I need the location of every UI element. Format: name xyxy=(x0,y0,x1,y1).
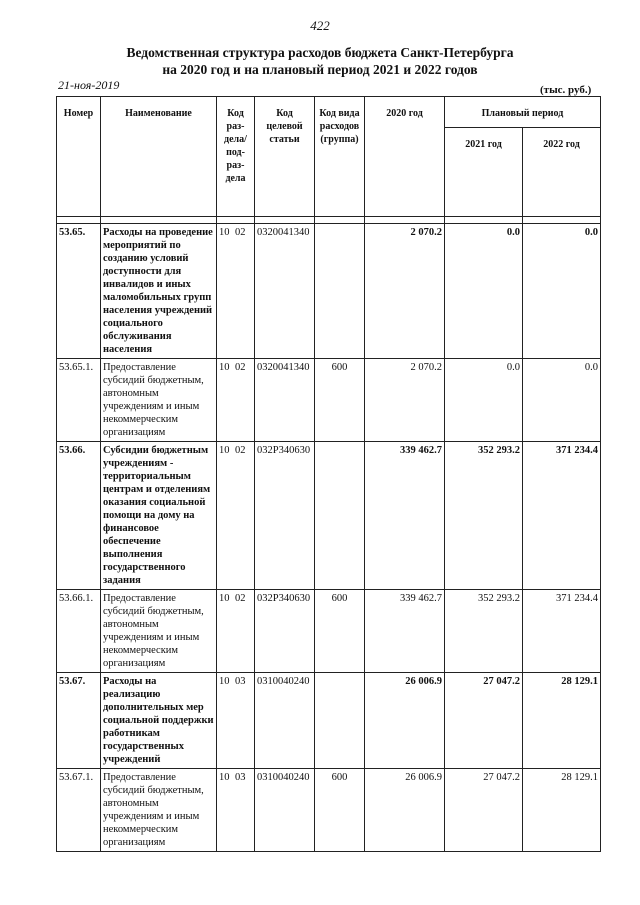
row-prz: 02 xyxy=(235,227,246,238)
row-name: Предоставление субсидий бюджетным, автономным учреждениям и иным некоммерческим организациям xyxy=(101,590,217,673)
row-2022: 371 234.4 xyxy=(523,442,601,590)
row-2020: 2 070.2 xyxy=(365,224,445,359)
row-csr: 032P340630 xyxy=(255,590,315,673)
table-row xyxy=(57,224,601,359)
row-csr: 0320041340 xyxy=(255,359,315,442)
row-number: 53.65. xyxy=(57,224,101,359)
row-vid: 600 xyxy=(315,359,365,442)
row-2021: 0.0 xyxy=(445,359,523,442)
row-rz: 10 xyxy=(219,593,230,604)
row-prz: 03 xyxy=(235,676,246,687)
row-razdel xyxy=(217,224,255,359)
row-2021: 0.0 xyxy=(445,224,523,359)
row-2022: 371 234.4 xyxy=(523,590,601,673)
row-prz: 02 xyxy=(235,445,246,456)
row-rz: 10 xyxy=(219,772,230,783)
row-prz: 03 xyxy=(235,772,246,783)
row-2020: 339 462.7 xyxy=(365,442,445,590)
row-csr: 032P340630 xyxy=(255,442,315,590)
row-csr: 0320041340 xyxy=(255,224,315,359)
header-csr: Код целевой статьи xyxy=(255,97,315,217)
header-2022: 2022 год xyxy=(523,128,601,217)
table-row xyxy=(57,673,601,769)
row-name: Расходы на проведение мероприятий по созданию условий доступности для инвалидов и иных маломобильных групп населения учреждений социального обслуживания населения xyxy=(101,224,217,359)
table-row xyxy=(57,359,601,442)
row-name: Расходы на реализацию дополнительных мер социальной поддержки работникам государственных учреждений xyxy=(101,673,217,769)
row-2020: 2 070.2 xyxy=(365,359,445,442)
row-name: Предоставление субсидий бюджетным, автономным учреждениям и иным некоммерческим организациям xyxy=(101,769,217,852)
row-vid xyxy=(315,224,365,359)
header-2021: 2021 год xyxy=(445,128,523,217)
table-row xyxy=(57,442,601,590)
row-2020: 339 462.7 xyxy=(365,590,445,673)
header-number: Номер xyxy=(57,97,101,217)
budget-table xyxy=(56,96,601,852)
row-2022: 0.0 xyxy=(523,224,601,359)
row-name: Субсидии бюджетным учреждениям - территориальным центрам и отделениям оказания социальной помощи на дому на финансовое обеспечение выполнения государственного задания xyxy=(101,442,217,590)
report-date: 21-ноя-2019 xyxy=(58,78,120,92)
title-line-2: на 2020 год и на плановый период 2021 и 2022 годов xyxy=(162,62,478,77)
row-prz: 02 xyxy=(235,362,246,373)
row-vid xyxy=(315,442,365,590)
row-razdel xyxy=(217,359,255,442)
row-vid: 600 xyxy=(315,590,365,673)
row-rz: 10 xyxy=(219,445,230,456)
row-prz: 02 xyxy=(235,593,246,604)
row-number: 53.67. xyxy=(57,673,101,769)
header-2020: 2020 год xyxy=(365,97,445,217)
row-name: Предоставление субсидий бюджетным, автономным учреждениям и иным некоммерческим организациям xyxy=(101,359,217,442)
header-plan-period: Плановый период xyxy=(445,97,601,128)
table-row xyxy=(57,590,601,673)
row-number: 53.66. xyxy=(57,442,101,590)
row-rz: 10 xyxy=(219,362,230,373)
header-name: Наименование xyxy=(101,97,217,217)
row-number: 53.66.1. xyxy=(57,590,101,673)
row-2022: 28 129.1 xyxy=(523,673,601,769)
row-rz: 10 xyxy=(219,227,230,238)
units-label: (тыс. руб.) xyxy=(540,84,592,96)
row-number: 53.67.1. xyxy=(57,769,101,852)
row-2021: 27 047.2 xyxy=(445,769,523,852)
row-2022: 28 129.1 xyxy=(523,769,601,852)
row-vid xyxy=(315,673,365,769)
row-razdel xyxy=(217,442,255,590)
row-2020: 26 006.9 xyxy=(365,769,445,852)
row-2021: 352 293.2 xyxy=(445,590,523,673)
row-2021: 352 293.2 xyxy=(445,442,523,590)
table-row xyxy=(57,769,601,852)
header-razdel: Код раз-дела/ под-раз-дела xyxy=(217,97,255,217)
header-vid: Код вида расходов (группа) xyxy=(315,97,365,217)
row-vid: 600 xyxy=(315,769,365,852)
row-number: 53.65.1. xyxy=(57,359,101,442)
row-razdel xyxy=(217,590,255,673)
document-title xyxy=(60,44,580,78)
row-csr: 0310040240 xyxy=(255,769,315,852)
row-rz: 10 xyxy=(219,676,230,687)
page-number: 422 xyxy=(310,18,330,33)
row-csr: 0310040240 xyxy=(255,673,315,769)
spacer-row xyxy=(57,217,601,224)
row-2020: 26 006.9 xyxy=(365,673,445,769)
row-razdel xyxy=(217,769,255,852)
row-2022: 0.0 xyxy=(523,359,601,442)
row-2021: 27 047.2 xyxy=(445,673,523,769)
title-line-1: Ведомственная структура расходов бюджета Санкт-Петербурга xyxy=(126,45,514,60)
row-razdel xyxy=(217,673,255,769)
